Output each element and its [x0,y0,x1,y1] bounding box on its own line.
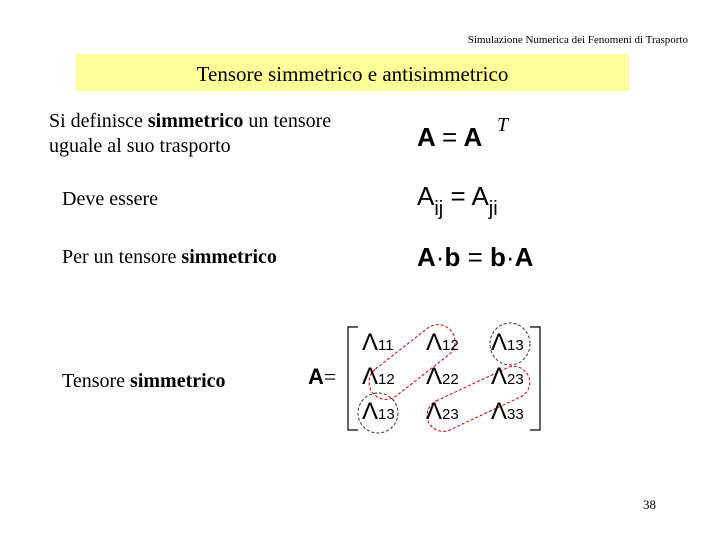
cell-index: 13 [507,337,524,354]
cell-index: 12 [378,371,395,388]
slide-header: Simulazione Numerica dei Fenomeni di Trasporto [467,34,688,46]
matrix-cell-3-2 [426,398,459,426]
definition-text: Si definisce [49,110,148,132]
matrix-lhs-a: A [308,364,324,389]
matrix-right-bracket [530,327,540,430]
eq3-dot: · [435,242,445,272]
cell-symbol: Λ [426,363,443,390]
cell-symbol: Λ [491,363,508,390]
eq1-rhs: A [463,122,483,152]
matrix-cell-2-1 [362,363,395,391]
eq2-rhs: A [471,181,489,211]
cell-symbol: Λ [491,329,508,356]
cell-symbol: Λ [426,398,443,425]
eq2-rhs-sub: ji [488,198,498,220]
eq1-op: = [442,122,458,152]
definition-bold: simmetrico [147,110,244,132]
cell-index: 22 [442,371,459,388]
eq2-lhs: A [417,181,435,211]
cell-index: 23 [442,406,459,423]
matrix-cell-3-3 [491,398,524,426]
cell-index: 13 [378,406,395,423]
eq3-a1: A [417,242,436,272]
matrix-cell-1-3 [491,329,524,357]
eq2-lhs-sub: ij [434,198,444,220]
deve-essere-label: Deve essere [62,188,159,210]
per-un-bold: simmetrico [181,246,277,268]
eq3-b1: b [444,242,461,272]
tensore-text: Tensore [62,370,131,392]
eq3-a2: A [514,242,534,272]
cell-symbol: Λ [426,329,443,356]
cell-symbol: Λ [362,363,379,390]
definition-line-2: uguale al suo trasporto [49,135,231,157]
cell-index: 33 [507,406,524,423]
matrix-op: = [323,364,337,389]
page-number: 38 [643,497,656,512]
matrix-left-bracket [348,327,358,430]
cell-symbol: Λ [491,398,508,425]
eq1-superscript: T [497,114,509,136]
cell-symbol: Λ [362,329,379,356]
tensore-bold: simmetrico [130,370,226,392]
definition-text-after: un tensore [243,110,332,132]
cell-index: 11 [378,337,394,354]
matrix-cell-1-2 [426,329,459,357]
cell-index: 23 [507,371,524,388]
eq1-lhs: A [417,122,435,152]
eq3-dot2: · [505,242,515,272]
eq3-b2: b [490,242,506,272]
eq2-op: = [450,181,466,211]
matrix-cell-2-3 [491,363,524,391]
cell-symbol: Λ [362,398,379,425]
cell-index: 12 [442,337,459,354]
eq3-op: = [467,242,483,272]
per-un-text: Per un tensore [62,246,182,268]
matrix-cell-3-1 [362,398,395,426]
slide-title: Tensore simmetrico e antisimmetrico [76,54,629,91]
matrix-cell-2-2 [426,363,459,391]
matrix-cell-1-1 [362,329,394,357]
